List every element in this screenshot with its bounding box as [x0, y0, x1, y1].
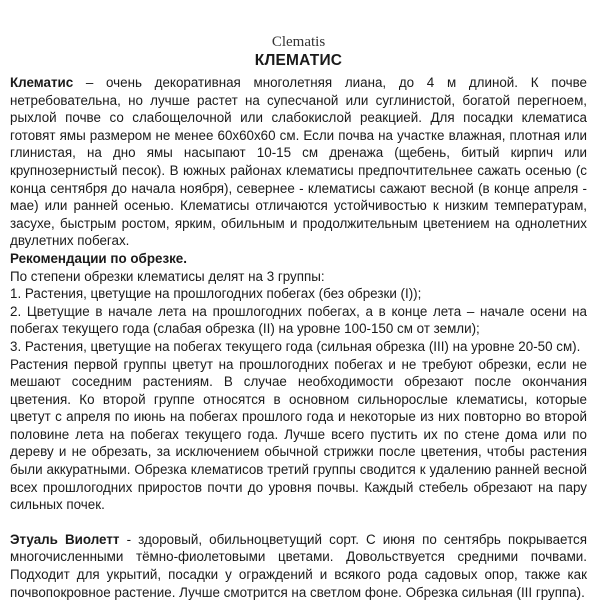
- page-title: КЛЕМАТИС: [254, 52, 343, 69]
- pruning-details: Растения первой группы цветут на прошлогодних побегах и не требуют обрезки, если не мешают соседним растениям. В случае необходимости обрезают после окончания цветения. Ко второй группе относятся в основном сильнорослые клематисы, которые цветут с апреля по июнь на побегах прошлого года и некоторые из них повторно во второй половине лета на побегах текущего года. Лучше всего пустить их по стене дома или по дереву и не обрезать, за исключением обычной стрижки после цветения, чтобы растения были аккуратными. Обрезка клематисов третий группы сводится к удалению ранней весной всех прошлогодних приростов почти до уровня почвы. Каждый стебель обрезают на пару сильных почек.: [10, 356, 587, 513]
- variety-name: Этуаль Виолетт: [10, 531, 120, 547]
- pruning-heading: Рекомендации по обрезке.: [10, 250, 187, 266]
- section-spacer: [10, 514, 587, 531]
- intro-term: Клематис: [10, 75, 74, 90]
- pruning-group-1: 1. Растения, цветущие на прошлогодних побегах (без обрезки (I));: [10, 286, 422, 302]
- intro-text: – очень декоративная многолетняя лиана, до 4 м длиной. К почве нетребовательна, но лучше растет на супесчаной или суглинистой, богатой перегноем, рыхлой почве со слабощелочной или слабокислой реакцией. Для посадки клематиса готовят ямы размером не менее 60х60х60 см. Если почва на участке влажная, плотная или глинистая, на дно ямы насыпают 10-15 см дренажа (щебень, битый кирпич или крупнозернистый песок). В южных районах клематисы предпочтительнее сажать осенью (с конца сентября до начала ноября), севернее - клематисы сажают весной (в конце апреля - мае) или ранней осенью. Клематисы отличаются устойчивостью к низким температурам, засухе, быстрым ростом, ярким, обильным и продолжительным цветением на однолетних двулетних побегах.: [10, 75, 587, 249]
- pruning-lead: По степени обрезки клематисы делят на 3 группы:: [10, 268, 325, 284]
- latin-title: Clematis: [271, 34, 326, 50]
- variety-paragraph: [10, 531, 587, 601]
- pruning-group-2: 2. Цветущие в начале лета на прошлогодних побегах, а в конце лета – начале осени на побегах текущего года (слабая обрезка (II) на уровне 100-150 см от земли);: [10, 303, 587, 337]
- variety-text: - здоровый, обильноцветущий сорт. С июня по сентябрь покрывается многочисленными тёмно-фиолетовыми цветами. Довольствуется средними почвами. Подходит для укрытий, посадки у ограждений и всякого рода садовых опор, также как почвопокровное растение. Лучше смотрится на светлом фоне. Обрезка сильная (III группа).: [10, 531, 587, 600]
- pruning-group-3: 3. Растения, цветущие на побегах текущего года (сильная обрезка (III) на уровне 20-50 см).: [10, 338, 581, 354]
- intro-paragraph: [10, 74, 587, 250]
